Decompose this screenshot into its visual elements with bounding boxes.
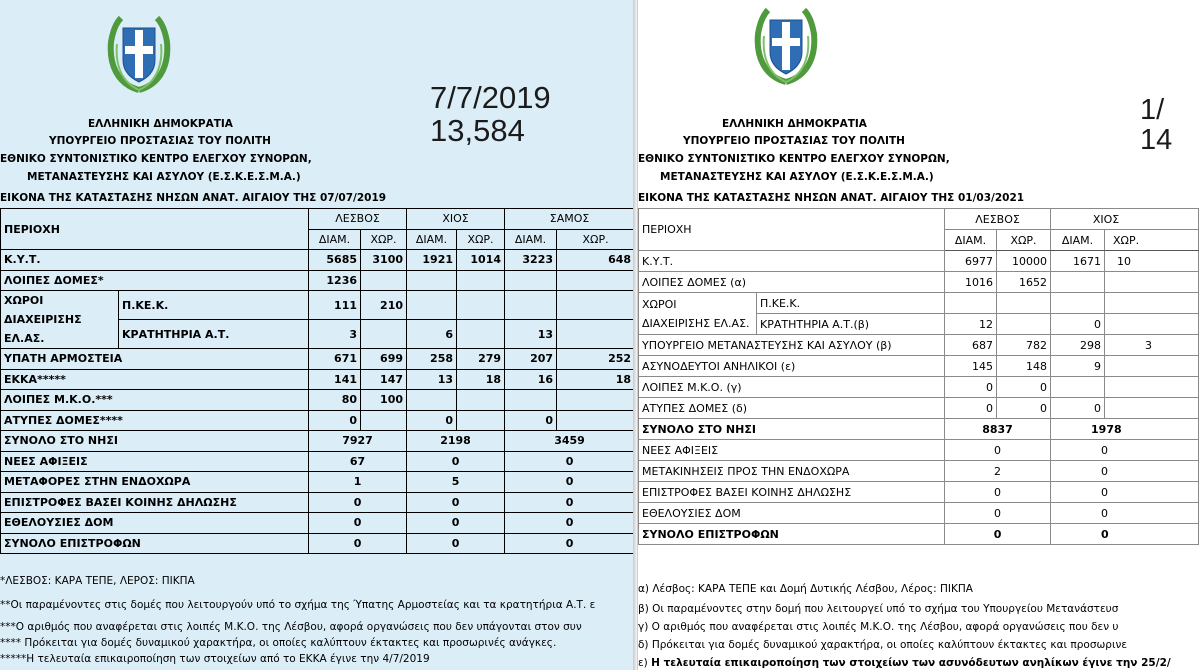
footnotes xyxy=(0,576,595,668)
xoroi-label: ΧΩΡΟΙ ΔΙΑΧΕΙΡΙΣΗΣ ΕΛ.ΑΣ. xyxy=(1,291,119,349)
footnote: *ΛΕΣΒΟΣ: ΚΑΡΑ ΤΕΠΕ, ΛΕΡΟΣ: ΠΙΚΠΑ xyxy=(0,575,195,587)
cell-value: 13 xyxy=(407,369,457,390)
cell-value: 100 xyxy=(361,390,407,411)
island-header-samos: ΣΑΜΟΣ xyxy=(505,209,635,230)
cell-value: 0 xyxy=(505,533,635,554)
table-row xyxy=(639,356,1199,377)
cell-value: 111 xyxy=(309,291,361,320)
cell-value: 0 xyxy=(505,410,557,431)
cell-value: 1921 xyxy=(407,250,457,271)
cell-value: 0 xyxy=(505,492,635,513)
footnote: **Οι παραμένοντες στις δομές που λειτουργούν υπό το σχήμα της Ύπατης Αρμοστείας και τα κρατητήρια Α.Τ. ε xyxy=(0,599,596,611)
cell-value: 0 xyxy=(945,398,997,419)
row-label: ΛΟΙΠΕΣ Μ.Κ.Ο.*** xyxy=(1,390,309,411)
table-row xyxy=(1,492,635,513)
table-row xyxy=(639,377,1199,398)
cell-value: 12 xyxy=(945,314,997,335)
cell-value: 0 xyxy=(1051,440,1199,461)
cell-value: 1236 xyxy=(309,270,361,291)
row-label: ΝΕΕΣ ΑΦΙΞΕΙΣ xyxy=(1,451,309,472)
row-label: ΛΟΙΠΕΣ ΔΟΜΕΣ (α) xyxy=(639,272,945,293)
region-header: ΠΕΡΙΟΧΗ xyxy=(1,209,309,250)
cell-value: 0 xyxy=(309,410,361,431)
cell-value: 1016 xyxy=(945,272,997,293)
header-line-4: ΜΕΤΑΝΑΣΤΕΥΣΗΣ ΚΑΙ ΑΣΥΛΟΥ (Ε.Σ.Κ.Ε.Σ.Μ.Α.) xyxy=(27,171,301,183)
sub-header-dia: ΔΙΑΜ. xyxy=(1051,230,1105,251)
table-row xyxy=(639,524,1199,545)
cell-value: 1652 xyxy=(997,272,1051,293)
sub-header-dia: ΔΙΑΜ. xyxy=(945,230,997,251)
sub-header-dia: ΔΙΑΜ. xyxy=(309,229,361,250)
cell-value: 0 xyxy=(505,451,635,472)
cell-value: 0 xyxy=(945,482,1051,503)
island-header-chios: ΧΙΟΣ xyxy=(407,209,505,230)
cell-value: 7927 xyxy=(309,431,407,452)
xoroi-label: ΧΩΡΟΙ ΔΙΑΧΕΙΡΙΣΗΣ ΕΛ.ΑΣ. xyxy=(639,293,757,335)
row-label: ΛΟΙΠΕΣ Μ.Κ.Ο. (γ) xyxy=(639,377,945,398)
cell-value: 687 xyxy=(945,335,997,356)
cell-value: 5685 xyxy=(309,250,361,271)
cell-value: 0 xyxy=(407,410,457,431)
footnote: ***Ο αριθμός που αναφέρεται στις λοιπές Μ.Κ.Ο. της Λέσβου, αφορά οργανώσεις που δεν υπάγονται στον συν xyxy=(0,621,582,633)
row-label: ΣΥΝΟΛΟ ΕΠΙΣΤΡΟΦΩΝ xyxy=(639,524,945,545)
table-row xyxy=(639,503,1199,524)
table-row xyxy=(1,533,635,554)
table-row xyxy=(639,419,1199,440)
cell-value: 279 xyxy=(457,349,505,370)
table-row xyxy=(639,251,1199,272)
header-line-1: ΕΛΛΗΝΙΚΗ ΔΗΜΟΚΡΑΤΙΑ xyxy=(88,118,233,130)
row-label: ΕΘΕΛΟΥΣΙΕΣ ΔΟΜ xyxy=(1,513,309,534)
cell-value: 0 xyxy=(945,524,1051,545)
cell-value: 0 xyxy=(407,533,505,554)
cell-value: 148 xyxy=(997,356,1051,377)
sub-header-xor: ΧΩΡ. xyxy=(1105,230,1199,251)
row-label: ΥΠΑΤΗ ΑΡΜΟΣΤΕΙΑ xyxy=(1,349,309,370)
cell-value: 0 xyxy=(1051,503,1199,524)
footnote: **** Πρόκειται για δομές δυναμικού χαρακτήρα, οι οποίες καλύπτουν έκτακτες και προσωρινές ανάγκες. xyxy=(0,637,557,649)
sub-header-xor: ΧΩΡ. xyxy=(997,230,1051,251)
cell-value: 6977 xyxy=(945,251,997,272)
cell-value: 298 xyxy=(1051,335,1105,356)
cell-value: 5 xyxy=(407,472,505,493)
cell-value: 648 xyxy=(557,250,635,271)
cell-value: 80 xyxy=(309,390,361,411)
table-row xyxy=(639,398,1199,419)
island-header-lesvos: ΛΕΣΒΟΣ xyxy=(945,209,1051,230)
cell-value: 3 xyxy=(309,320,361,349)
cell-value: 145 xyxy=(945,356,997,377)
cell-value: 207 xyxy=(505,349,557,370)
header-line-2: ΥΠΟΥΡΓΕΙΟ ΠΡΟΣΤΑΣΙΑΣ ΤΟΥ ΠΟΛΙΤΗ xyxy=(683,135,905,147)
cell-value: 0 xyxy=(1051,314,1105,335)
table-title: ΕΙΚΟΝΑ ΤΗΣ ΚΑΤΑΣΤΑΣΗΣ ΝΗΣΩΝ ΑΝΑΤ. ΑΙΓΑΙΟΥ ΤΗΣ 01/03/2021 xyxy=(638,192,1025,204)
row-label: ΣΥΝΟΛΟ ΣΤΟ ΝΗΣΙ xyxy=(639,419,945,440)
cell-value: 2 xyxy=(945,461,1051,482)
row-label: ΣΥΝΟΛΟ ΣΤΟ ΝΗΣΙ xyxy=(1,431,309,452)
header-line-3: ΕΘΝΙΚΟ ΣΥΝΤΟΝΙΣΤΙΚΟ ΚΕΝΤΡΟ ΕΛΕΓΧΟΥ ΣΥΝΟΡΩΝ, xyxy=(638,153,950,165)
cell-value: 0 xyxy=(309,533,407,554)
cell-value: 699 xyxy=(361,349,407,370)
footnotes xyxy=(638,584,1171,672)
cell-value: 67 xyxy=(309,451,407,472)
table-row xyxy=(1,291,635,320)
handwritten-date: 7/7/2019 xyxy=(430,80,551,115)
table-row xyxy=(639,272,1199,293)
cell-value: 782 xyxy=(997,335,1051,356)
row-label: ΕΠΙΣΤΡΟΦΕΣ ΒΑΣΕΙ ΚΟΙΝΗΣ ΔΗΛΩΣΗΣ xyxy=(639,482,945,503)
document-2021 xyxy=(637,0,1173,670)
handwritten-total: 13,584 xyxy=(430,113,525,148)
row-label: ΕΠΙΣΤΡΟΦΕΣ ΒΑΣΕΙ ΚΟΙΝΗΣ ΔΗΛΩΣΗΣ xyxy=(1,492,309,513)
row-label: ΑΤΥΠΕΣ ΔΟΜΕΣ**** xyxy=(1,410,309,431)
cell-value: 10 xyxy=(1105,251,1199,272)
cell-value: 1014 xyxy=(457,250,505,271)
cell-value: 147 xyxy=(361,369,407,390)
row-label: ΥΠΟΥΡΓΕΙΟ ΜΕΤΑΝΑΣΤΕΥΣΗΣ ΚΑΙ ΑΣΥΛΟΥ (β) xyxy=(639,335,945,356)
footnote xyxy=(638,658,1171,672)
cell-value: 210 xyxy=(361,291,407,320)
cell-value: 0 xyxy=(997,377,1051,398)
table-row xyxy=(1,270,635,291)
cell-value: 3459 xyxy=(505,431,635,452)
cell-value: 13 xyxy=(505,320,557,349)
table-row xyxy=(639,482,1199,503)
row-label: ΕΘΕΛΟΥΣΙΕΣ ΔΟΜ xyxy=(639,503,945,524)
table-title: ΕΙΚΟΝΑ ΤΗΣ ΚΑΤΑΣΤΑΣΗΣ ΝΗΣΩΝ ΑΝΑΤ. ΑΙΓΑΙΟΥ ΤΗΣ 07/07/2019 xyxy=(0,192,387,204)
cell-value: 0 xyxy=(945,440,1051,461)
row-label: ΚΡΑΤΗΤΗΡΙΑ Α.Τ. xyxy=(119,320,309,349)
handwritten-date: 1/ xyxy=(1140,94,1165,126)
header-line-2: ΥΠΟΥΡΓΕΙΟ ΠΡΟΣΤΑΣΙΑΣ ΤΟΥ ΠΟΛΙΤΗ xyxy=(49,135,271,147)
cell-value: 0 xyxy=(505,513,635,534)
statistics-table-2021 xyxy=(638,208,1199,545)
row-label: ΣΥΝΟΛΟ ΕΠΙΣΤΡΟΦΩΝ xyxy=(1,533,309,554)
row-label: ΜΕΤΑΚΙΝΗΣΕΙΣ ΠΡΟΣ ΤΗΝ ΕΝΔΟΧΩΡΑ xyxy=(639,461,945,482)
footnote: β) Οι παραμένοντες στην δομή που λειτουργεί υπό το σχήμα του Υπουργείου Μετανάστευσ xyxy=(638,603,1119,615)
cell-value: 0 xyxy=(997,398,1051,419)
sub-header-dia: ΔΙΑΜ. xyxy=(407,229,457,250)
row-label: ΑΣΥΝΟΔΕΥΤΟΙ ΑΝΗΛΙΚΟΙ (ε) xyxy=(639,356,945,377)
cell-value: 671 xyxy=(309,349,361,370)
cell-value: 252 xyxy=(557,349,635,370)
cell-value: 0 xyxy=(1051,482,1199,503)
cell-value: 18 xyxy=(457,369,505,390)
sub-header-xor: ΧΩΡ. xyxy=(361,229,407,250)
row-label: Κ.Υ.Τ. xyxy=(639,251,945,272)
footnote: *****Η τελευταία επικαιροποίηση των στοιχείων από το ΕΚΚΑ έγινε την 4/7/2019 xyxy=(0,653,430,665)
table-row xyxy=(1,369,635,390)
cell-value: 10000 xyxy=(997,251,1051,272)
table-row xyxy=(1,513,635,534)
table-row xyxy=(1,349,635,370)
header-line-1: ΕΛΛΗΝΙΚΗ ΔΗΜΟΚΡΑΤΙΑ xyxy=(722,118,867,130)
cell-value: 258 xyxy=(407,349,457,370)
cell-value: 0 xyxy=(945,377,997,398)
cell-value: 2198 xyxy=(407,431,505,452)
greek-coat-of-arms-icon xyxy=(750,6,822,86)
cell-value: 0 xyxy=(1051,461,1199,482)
footnote: α) Λέσβος: ΚΑΡΑ ΤΕΠΕ και Δομή Δυτικής Λέσβου, Λέρος: ΠΙΚΠΑ xyxy=(638,583,973,595)
cell-value: 0 xyxy=(1051,524,1199,545)
table-row xyxy=(1,451,635,472)
region-header: ΠΕΡΙΟΧΗ xyxy=(639,209,945,251)
table-row xyxy=(1,410,635,431)
cell-value: 0 xyxy=(309,492,407,513)
greek-coat-of-arms-icon xyxy=(103,14,175,94)
table-row xyxy=(639,440,1199,461)
footnote-prefix: ε) xyxy=(638,657,652,669)
sub-header-xor: ΧΩΡ. xyxy=(457,229,505,250)
cell-value: 0 xyxy=(407,492,505,513)
cell-value: 0 xyxy=(945,503,1051,524)
cell-value: 3223 xyxy=(505,250,557,271)
cell-value: 1978 xyxy=(1051,419,1199,440)
footnote-bold-text: Η τελευταία επικαιροποίηση των στοιχείων των ασυνόδευτων ανηλίκων έγινε την 25/2/ xyxy=(651,657,1171,669)
island-header-chios: ΧΙΟΣ xyxy=(1051,209,1199,230)
cell-value: 8837 xyxy=(945,419,1051,440)
cell-value: 0 xyxy=(407,513,505,534)
island-header-lesvos: ΛΕΣΒΟΣ xyxy=(309,209,407,230)
sub-header-xor: ΧΩΡ. xyxy=(557,229,635,250)
row-label: ΚΡΑΤΗΤΗΡΙΑ Α.Τ.(β) xyxy=(757,314,945,335)
handwritten-total: 14 xyxy=(1140,124,1173,156)
row-label: ΑΤΥΠΕΣ ΔΟΜΕΣ (δ) xyxy=(639,398,945,419)
statistics-table-2019 xyxy=(0,208,635,554)
table-row xyxy=(639,335,1199,356)
cell-value: 1671 xyxy=(1051,251,1105,272)
cell-value: 9 xyxy=(1051,356,1105,377)
table-row xyxy=(1,250,635,271)
cell-value: 0 xyxy=(1051,398,1105,419)
footnote: γ) Ο αριθμός που αναφέρεται στις λοιπές Μ.Κ.Ο. της Λέσβου, αφορά οργανώσεις που δεν υ xyxy=(638,621,1119,633)
row-label: ΝΕΕΣ ΑΦΙΞΕΙΣ xyxy=(639,440,945,461)
sub-header-dia: ΔΙΑΜ. xyxy=(505,229,557,250)
cell-value: 6 xyxy=(407,320,457,349)
cell-value: 3100 xyxy=(361,250,407,271)
row-label: Π.ΚΕ.Κ. xyxy=(119,291,309,320)
row-label: ΛΟΙΠΕΣ ΔΟΜΕΣ* xyxy=(1,270,309,291)
row-label: Κ.Υ.Τ. xyxy=(1,250,309,271)
table-row xyxy=(639,461,1199,482)
row-label: ΕΚΚΑ***** xyxy=(1,369,309,390)
row-label: Π.ΚΕ.Κ. xyxy=(757,293,945,314)
header-line-4: ΜΕΤΑΝΑΣΤΕΥΣΗΣ ΚΑΙ ΑΣΥΛΟΥ (Ε.Σ.Κ.Ε.Σ.Μ.Α.) xyxy=(660,171,934,183)
cell-value: 0 xyxy=(505,472,635,493)
cell-value: 18 xyxy=(557,369,635,390)
row-label: ΜΕΤΑΦΟΡΕΣ ΣΤΗΝ ΕΝΔΟΧΩΡΑ xyxy=(1,472,309,493)
header-line-3: ΕΘΝΙΚΟ ΣΥΝΤΟΝΙΣΤΙΚΟ ΚΕΝΤΡΟ ΕΛΕΓΧΟΥ ΣΥΝΟΡΩΝ, xyxy=(0,153,312,165)
cell-value: 1 xyxy=(309,472,407,493)
table-row xyxy=(1,390,635,411)
table-row xyxy=(1,472,635,493)
table-row xyxy=(639,293,1199,314)
cell-value: 0 xyxy=(309,513,407,534)
cell-value: 16 xyxy=(505,369,557,390)
cell-value: 3 xyxy=(1105,335,1199,356)
cell-value: 141 xyxy=(309,369,361,390)
table-row xyxy=(1,431,635,452)
cell-value: 0 xyxy=(407,451,505,472)
footnote: δ) Πρόκειται για δομές δυναμικού χαρακτήρα, οι οποίες καλύπτουν έκτακτες και προσωρινε xyxy=(638,639,1128,651)
